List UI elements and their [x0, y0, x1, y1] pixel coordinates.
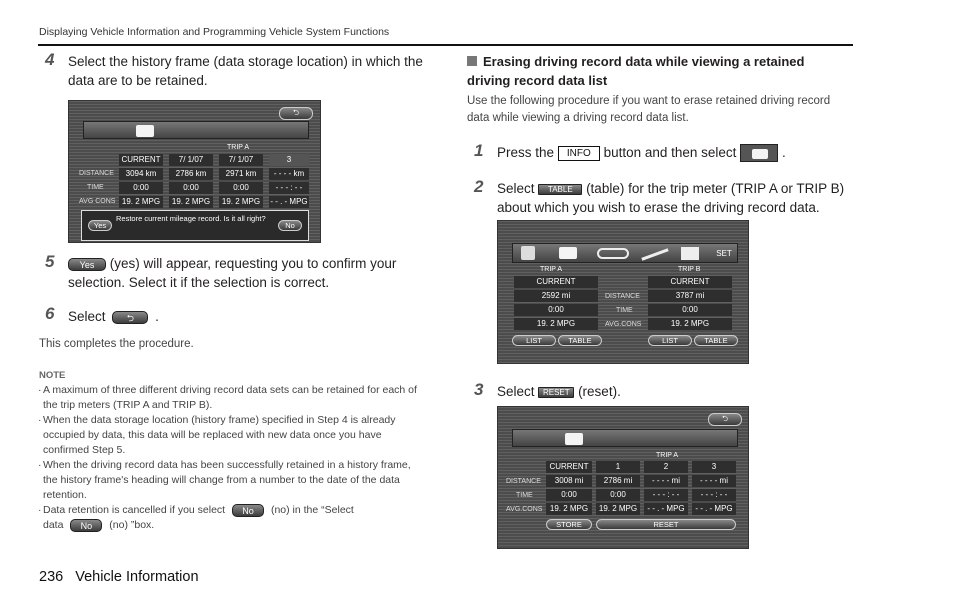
data-cell: 19. 2 MPG [119, 196, 163, 208]
data-cell: - - . - MPG [270, 197, 308, 206]
step-number: 5 [45, 252, 55, 271]
footer-title: Vehicle Information [75, 569, 199, 585]
running-header: Displaying Vehicle Information and Programming Vehicle System Functions [39, 26, 390, 38]
data-cell: - - - - mi [644, 475, 688, 487]
note-item: · A maximum of three different driving record data sets can be retained for each of the trip meters (TRIP A and TRIP B). [38, 384, 417, 411]
header-cell: 2 [644, 461, 688, 473]
fuel-icon[interactable] [521, 246, 535, 260]
data-cell: 0:00 [219, 182, 263, 194]
data-cell: - - - : - - [269, 182, 309, 194]
yes-button-inline: Yes [68, 258, 106, 271]
data-cell: 2786 mi [596, 475, 640, 487]
step6-text [68, 307, 159, 326]
step-number: 4 [45, 50, 55, 69]
list-a-button[interactable]: LIST [512, 335, 556, 346]
data-cell: 2786 km [169, 168, 213, 180]
step5-text [68, 254, 438, 292]
trip-a-value: 19. 2 MPG [514, 318, 598, 330]
history-frame-screen [68, 100, 321, 243]
row-label: TIME [516, 492, 533, 499]
row-label: AVG.CONS [605, 321, 642, 328]
data-cell: 3008 mi [546, 475, 592, 487]
wrench-icon[interactable] [641, 248, 668, 260]
trip-b-value: 0:00 [648, 304, 732, 316]
period: . [155, 309, 159, 324]
no-button-inline: No [232, 504, 264, 517]
list-b-button[interactable]: LIST [648, 335, 692, 346]
popup-message: Restore current mileage record. Is it all right? [116, 214, 266, 223]
row-label: AVG CONS [79, 198, 116, 205]
calendar-icon[interactable] [681, 247, 699, 260]
step-number: 3 [474, 380, 484, 399]
step-number: 1 [474, 141, 484, 160]
data-cell: 0:00 [119, 182, 163, 194]
set-button[interactable]: SET [716, 249, 732, 258]
data-cell: 19. 2 MPG [219, 196, 263, 208]
back-button[interactable]: ⮌ [708, 413, 742, 426]
data-cell: - - . - MPG [644, 503, 688, 515]
header-cell: CURRENT [119, 154, 163, 166]
current-a: CURRENT [514, 276, 598, 288]
table-button-inline: TABLE [538, 184, 582, 195]
header-cell[interactable]: 3 [269, 154, 309, 166]
step3-text: Select RESET (reset). [497, 384, 621, 399]
row-label: DISTANCE [605, 293, 640, 300]
info-button-icon: INFO [558, 146, 600, 161]
section-intro: Use the following procedure if you want to erase retained driving record data while viewing a driving record data list. [467, 95, 831, 124]
book-icon[interactable] [565, 433, 583, 445]
current-b: CURRENT [648, 276, 732, 288]
note-item: · When the driving record data has been successfully retained in a history frame, the history frame's heading will change from a number to the date of the data retention. [38, 459, 411, 501]
table-b-button[interactable]: TABLE [694, 335, 738, 346]
data-cell: - - - - km [269, 168, 309, 180]
footer [39, 569, 199, 585]
data-cell: - - . - MPG [692, 503, 736, 515]
trip-b-value: 3787 mi [648, 290, 732, 302]
row-label: DISTANCE [79, 170, 114, 177]
yes-button[interactable]: Yes [88, 220, 112, 231]
data-cell: 0:00 [169, 182, 213, 194]
table-a-button[interactable]: TABLE [558, 335, 602, 346]
square-bullet-icon [467, 56, 477, 66]
completion-text: This completes the procedure. [39, 338, 194, 350]
row-label: DISTANCE [506, 478, 541, 485]
select-label: Select [68, 309, 106, 324]
header-rule [38, 44, 853, 46]
tab-bar [512, 429, 738, 447]
book-icon[interactable] [559, 247, 577, 259]
row-label: AVG.CONS [506, 506, 543, 513]
book-button-icon [740, 144, 778, 162]
step4-text: Select the history frame (data storage location) in which the data are to be retained. [68, 54, 423, 88]
reset-button[interactable]: RESET [596, 519, 736, 530]
trip-overview-screen [497, 220, 749, 364]
data-cell: 3094 km [119, 168, 163, 180]
data-cell: 0:00 [546, 489, 592, 501]
data-cell: - - - : - - [692, 489, 736, 501]
trip-label: TRIP A [227, 144, 250, 151]
tire-icon[interactable] [597, 248, 629, 259]
section-title: Erasing driving record data while viewing a retained driving record data list [467, 54, 805, 88]
header-cell[interactable]: 7/ 1/07 [169, 154, 213, 166]
data-cell: 19. 2 MPG [169, 196, 213, 208]
step-number: 2 [474, 177, 484, 196]
back-button[interactable]: ⮌ [279, 107, 313, 120]
store-button[interactable]: STORE [546, 519, 592, 530]
book-icon[interactable] [136, 125, 154, 137]
back-icon: ⮌ [112, 311, 148, 324]
note-title: NOTE [39, 370, 66, 381]
trip-b-value: 19. 2 MPG [648, 318, 732, 330]
data-cell: - - - : - - [644, 489, 688, 501]
reset-button-inline: RESET [538, 387, 574, 398]
step5-body: (yes) will appear, requesting you to confirm your selection. Select it if the selection is correct. [68, 256, 397, 290]
trip-table-screen [497, 406, 749, 549]
no-button[interactable]: No [278, 220, 302, 231]
trip-a-value: 0:00 [514, 304, 598, 316]
trip-b-label: TRIP B [678, 266, 701, 273]
header-cell[interactable]: 7/ 1/07 [219, 154, 263, 166]
step1-text: Press the INFO button and then select . [497, 143, 786, 162]
no-button-inline: No [70, 519, 102, 532]
step-number: 6 [45, 304, 55, 323]
header-cell: 1 [596, 461, 640, 473]
data-cell: 19. 2 MPG [546, 503, 592, 515]
page-number: 236 [39, 569, 64, 585]
data-cell: 2971 km [219, 168, 263, 180]
row-label: TIME [616, 307, 633, 314]
header-cell: 3 [692, 461, 736, 473]
row-label: TIME [87, 184, 104, 191]
data-cell: 19. 2 MPG [596, 503, 640, 515]
note-item: · Data retention is cancelled if you select No (no) in the “Select data No (no) ”box. [38, 504, 354, 531]
confirm-popup [81, 210, 309, 241]
trip-label: TRIP A [656, 452, 679, 459]
step2-text: Select TABLE (table) for the trip meter (TRIP A or TRIP B) about which you wish to erase the driving record data. [497, 181, 845, 215]
tab-bar [83, 121, 309, 139]
note-item: · When the data storage location (history frame) specified in Step 4 is already occupied by data, this data will be replaced with new data once you have confirmed Step 5. [38, 414, 396, 456]
trip-a-label: TRIP A [540, 266, 563, 273]
tab-bar [512, 243, 738, 263]
data-cell: 0:00 [596, 489, 640, 501]
data-cell: - - - - mi [692, 475, 736, 487]
trip-a-value: 2592 mi [514, 290, 598, 302]
header-cell: CURRENT [546, 461, 592, 473]
